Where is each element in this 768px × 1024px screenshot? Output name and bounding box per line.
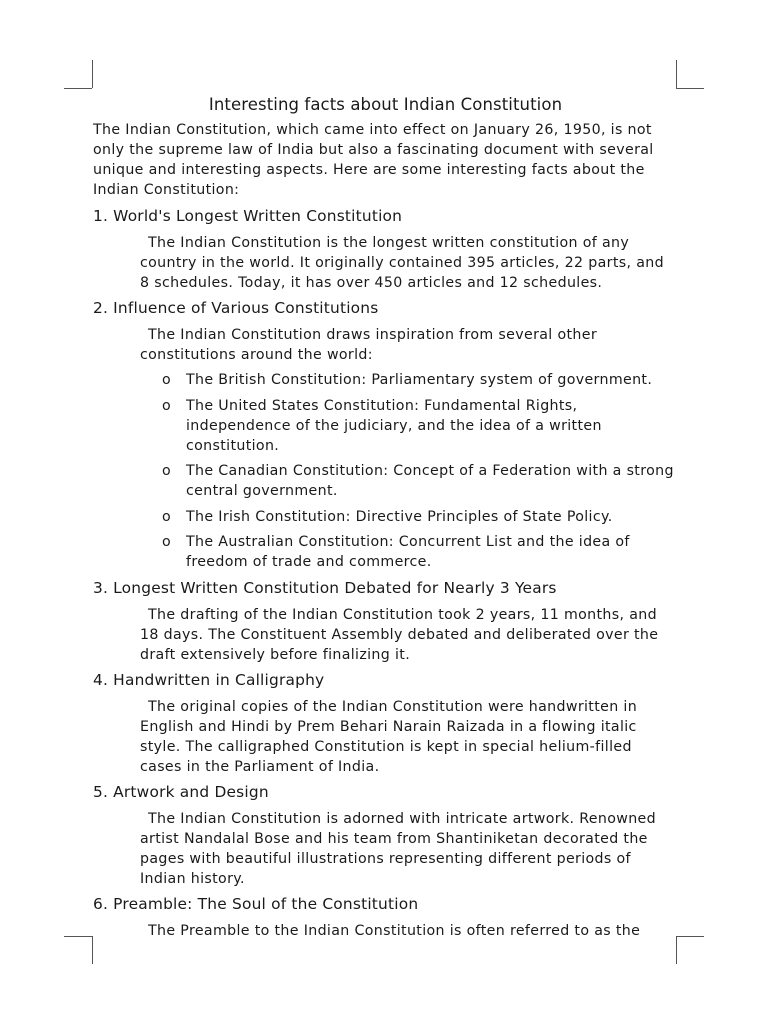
document-title: Interesting facts about Indian Constitution: [208, 95, 563, 114]
bullet-text: The Canadian Constitution: Concept of a Federation with a strong central government.: [186, 463, 674, 499]
bullet-text: The Australian Constitution: Concurrent List and the idea of freedom of trade and commerce.: [186, 534, 630, 570]
section-paragraph: The original copies of the Indian Constitution were handwritten in English and Hindi by Prem Behari Narain Raizada in a flowing italic style. The calligraphed Constitution is kept in special helium-filled cases in the Parliament of India.: [140, 698, 638, 775]
section-paragraph: The Indian Constitution is the longest written constitution of any country in the world. It originally contained 395 articles, 22 parts, and 8 schedules. Today, it has over 450 articles and 12 schedules.: [140, 235, 664, 291]
section-heading: 6. Preamble: The Soul of the Constitution: [93, 894, 419, 913]
section-heading: 4. Handwritten in Calligraphy: [93, 670, 325, 689]
document-content: [93, 94, 678, 946]
bullet-item: [93, 461, 678, 501]
bullet-item: [93, 396, 678, 456]
section-paragraph: The Preamble to the Indian Constitution is often referred to as the: [148, 922, 641, 939]
section-2: [93, 298, 678, 572]
bullet-item: [93, 507, 678, 527]
section-4: [93, 670, 678, 777]
bullet-text: The United States Constitution: Fundamental Rights, independence of the judiciary, and the idea of a written constitution.: [186, 397, 602, 454]
section-paragraph: The Indian Constitution draws inspiration from several other constitutions around the world:: [140, 327, 598, 363]
section-heading: 1. World's Longest Written Constitution: [93, 207, 403, 225]
section-3: [93, 578, 678, 665]
section-paragraph: The drafting of the Indian Constitution took 2 years, 11 months, and 18 days. The Constituent Assembly debated and deliberated over the draft extensively before finalizing it.: [140, 606, 659, 663]
section-1: [93, 206, 678, 293]
bullet-marker: o: [162, 397, 172, 414]
section-6: [93, 894, 678, 941]
bullet-marker: o: [162, 508, 172, 525]
bullet-item: [93, 532, 678, 572]
bullet-list: [93, 370, 678, 572]
section-heading: 5. Artwork and Design: [93, 782, 269, 801]
section-heading: 2. Influence of Various Constitutions: [93, 299, 379, 317]
bullet-marker: o: [162, 534, 172, 550]
bullet-text: The British Constitution: Parliamentary system of government.: [186, 372, 653, 388]
section-5: [93, 782, 678, 889]
bullet-text: The Irish Constitution: Directive Principles of State Policy.: [186, 508, 613, 525]
bullet-item: [93, 370, 678, 390]
intro-paragraph: The Indian Constitution, which came into effect on January 26, 1950, is not only the supreme law of India but also a fascinating document with several unique and interesting aspects. Here are some interesting facts about the Indian Constitution:: [93, 122, 654, 198]
section-paragraph: The Indian Constitution is adorned with intricate artwork. Renowned artist Nandalal Bose and his team from Shantiniketan decorated the pages with beautiful illustrations representing different periods of Indian history.: [140, 810, 656, 887]
bullet-marker: o: [162, 372, 172, 388]
section-heading: 3. Longest Written Constitution Debated for Nearly 3 Years: [93, 578, 557, 597]
bullet-marker: o: [162, 463, 172, 479]
